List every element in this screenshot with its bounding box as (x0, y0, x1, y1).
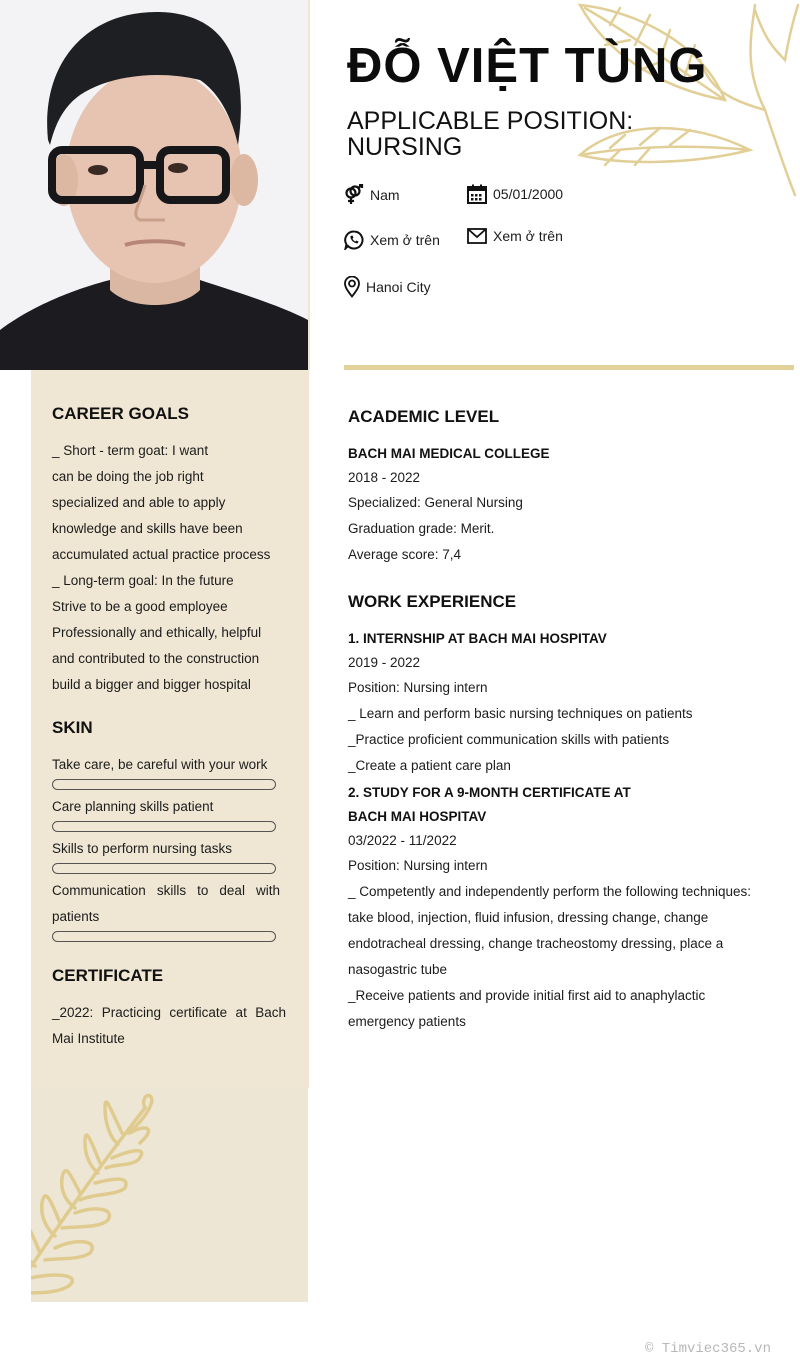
career-goals-text (52, 438, 288, 698)
academic-line: Graduation grade: Merit. (348, 521, 495, 536)
experience-section (348, 592, 778, 1035)
career-goal-line: build a bigger and bigger hospital (52, 677, 251, 692)
gender-icon (344, 184, 364, 206)
birthday-info (467, 184, 563, 204)
avatar-illustration-icon (0, 0, 308, 370)
sidebar-top-strip (308, 0, 310, 370)
gender-value: Nam (370, 187, 400, 203)
email-icon (467, 228, 487, 244)
academic-title: ACADEMIC LEVEL (348, 407, 500, 426)
address-info (344, 276, 431, 298)
experience-line: take blood, injection, fluid infusion, dressing change, change (348, 910, 709, 925)
experience-period: 2019 - 2022 (348, 655, 421, 670)
profile-photo (0, 0, 308, 370)
experience-line: emergency patients (348, 1014, 466, 1029)
main-content (348, 370, 778, 1035)
experience-line: _ Learn and perform basic nursing techniques on patients (348, 706, 693, 721)
experience-title: WORK EXPERIENCE (348, 592, 517, 611)
skill-label: Skills to perform nursing tasks (52, 841, 233, 856)
career-goal-line: knowledge and skills have been (52, 521, 243, 536)
sidebar-bottom-panel (31, 1088, 308, 1302)
leaf-branch-icon (31, 1088, 277, 1302)
experience-position: Position: Nursing intern (348, 680, 488, 695)
career-goal-line: Professionally and ethically, helpful (52, 625, 262, 640)
gender-info (344, 184, 400, 206)
experience-line: _Create a patient care plan (348, 758, 511, 773)
academic-section (348, 407, 778, 568)
experience-period: 03/2022 - 11/2022 (348, 833, 457, 848)
career-goal-line: _ Short - term goat: I want (52, 443, 209, 458)
career-goal-line: specialized and able to apply (52, 495, 226, 510)
skills-section (52, 718, 288, 942)
phone-value: Xem ở trên (370, 232, 440, 248)
school-name: BACH MAI MEDICAL COLLEGE (348, 446, 550, 461)
career-goals-title: CAREER GOALS (52, 404, 189, 423)
email-value: Xem ở trên (493, 228, 563, 244)
career-goal-line: can be doing the job right (52, 469, 204, 484)
certificate-title: CERTIFICATE (52, 966, 164, 985)
experience-line: _Receive patients and provide initial first aid to anaphylactic (348, 988, 706, 1003)
academic-period: 2018 - 2022 (348, 470, 421, 485)
skill-label: Take care, be careful with your work (52, 757, 268, 772)
career-goal-line: _ Long-term goal: In the future (52, 573, 234, 588)
certificate-section (52, 966, 288, 1052)
experience-item-title: 1. INTERNSHIP AT BACH MAI HOSPITAV (348, 631, 607, 646)
phone-info (344, 230, 440, 250)
experience-item (348, 627, 778, 779)
career-goal-line: Strive to be a good employee (52, 599, 228, 614)
skill-progress-bar (52, 821, 276, 832)
skills-title: SKIN (52, 718, 93, 737)
email-info (467, 228, 563, 244)
watermark: © Timviec365.vn (644, 1341, 771, 1357)
sidebar-content (52, 370, 288, 1052)
experience-item (348, 781, 778, 1035)
candidate-name: ĐỖ VIỆT TÙNG (347, 39, 708, 93)
experience-item-title: BACH MAI HOSPITAV (348, 809, 487, 824)
location-pin-icon (344, 276, 360, 298)
experience-line: endotracheal dressing, change tracheostomy dressing, place a (348, 936, 724, 951)
skill-label: Care planning skills patient (52, 799, 214, 814)
career-goal-line: accumulated actual practice process (52, 547, 271, 562)
address-value: Hanoi City (366, 279, 431, 295)
experience-line: nasogastric tube (348, 962, 448, 977)
career-goals-section (52, 404, 288, 698)
academic-line: Average score: 7,4 (348, 547, 462, 562)
academic-line: Specialized: General Nursing (348, 495, 523, 510)
experience-line: _Practice proficient communication skills with patients (348, 732, 670, 747)
applicable-position: APPLICABLE POSITION: NURSING (347, 107, 634, 161)
skill-progress-bar (52, 931, 276, 942)
skill-progress-bar (52, 779, 276, 790)
leaf-decoration-top-icon (550, 0, 800, 200)
certificate-text: _2022: Practicing certificate at Bach Mai Institute (52, 1005, 286, 1046)
experience-item-title: 2. STUDY FOR A 9-MONTH CERTIFICATE AT (348, 785, 631, 800)
skill-progress-bar (52, 863, 276, 874)
phone-icon (344, 230, 364, 250)
career-goal-line: and contributed to the construction (52, 651, 260, 666)
experience-line: _ Competently and independently perform the following techniques: (348, 884, 752, 899)
skill-label: Communication skills to deal with patients (52, 883, 280, 924)
calendar-icon (467, 184, 487, 204)
experience-position: Position: Nursing intern (348, 858, 488, 873)
birthday-value: 05/01/2000 (493, 186, 564, 202)
